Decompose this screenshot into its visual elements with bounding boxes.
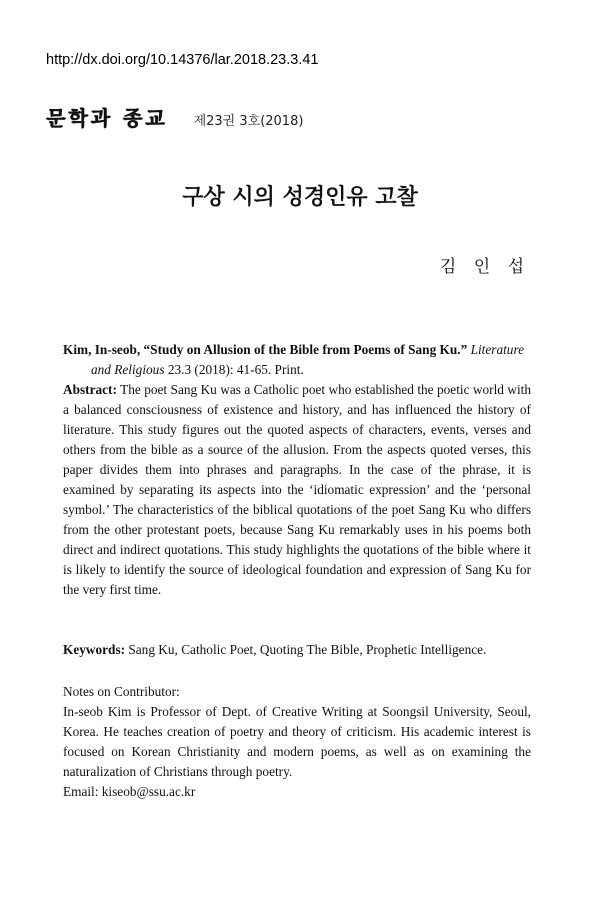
contributor-email[interactable]: Email: kiseob@ssu.ac.kr [63, 784, 196, 799]
journal-issue: 제23권 3호(2018) [193, 114, 304, 129]
author-name: 김 인 섭 [439, 257, 530, 277]
citation-journal-2: and Religious [91, 362, 165, 377]
notes-heading: Notes on Contributor: [63, 684, 180, 699]
journal-header [46, 102, 303, 131]
citation-details: 23.3 (2018): 41-65. Print. [167, 362, 304, 377]
paper-title: 구상 시의 성경인유 고찰 [182, 185, 418, 210]
abstract-label: Abstract: [63, 382, 117, 397]
abstract-text: The poet Sang Ku was a Catholic poet who established the poetic world with a balanced consciousness of existence and history, and has influenced the history of literature. This study figures out the quoted aspects of characters, events, verses and others from the bible as a source of the allusion. From the aspects quoted verses, this paper divides them into phrases and paragraphs. In the case of the phrase, it is examined by separating its aspects into the ‘idiomatic expression’ and the ‘personal symbol.’ The characteristics of the biblical quotations of the poet Sang Ku who differs from the other protestant poets, because Sang Ku remarkably uses in his poems both direct and indirect quotations. This study highlights the quotations of the bible where it is likely to identify the source of ideological foundation and expression of Sang Ku for the very first time. [63, 382, 532, 597]
keywords-label: Keywords: [63, 642, 126, 657]
journal-logo: 문학과 종교 [46, 106, 168, 130]
keywords [63, 640, 531, 660]
citation-journal-1: Literature [470, 342, 525, 357]
doi-link[interactable]: http://dx.doi.org/10.14376/lar.2018.23.3.41 [46, 52, 319, 68]
notes-text: In-seob Kim is Professor of Dept. of Creative Writing at Soongsil University, Seoul, Korea. He teaches creation of poetry and theory of criticism. His academic interest is focused on Korean Christianity and modern poems, as well as on examining the naturalization of Christians through poetry. [63, 704, 531, 779]
citation [63, 340, 531, 380]
citation-title: Kim, In-seob, “Study on Allusion of the Bible from Poems of Sang Ku.” [63, 342, 468, 357]
abstract [63, 380, 531, 600]
keywords-text: Sang Ku, Catholic Poet, Quoting The Bible, Prophetic Intelligence. [128, 642, 487, 657]
contributor-notes [63, 682, 531, 802]
